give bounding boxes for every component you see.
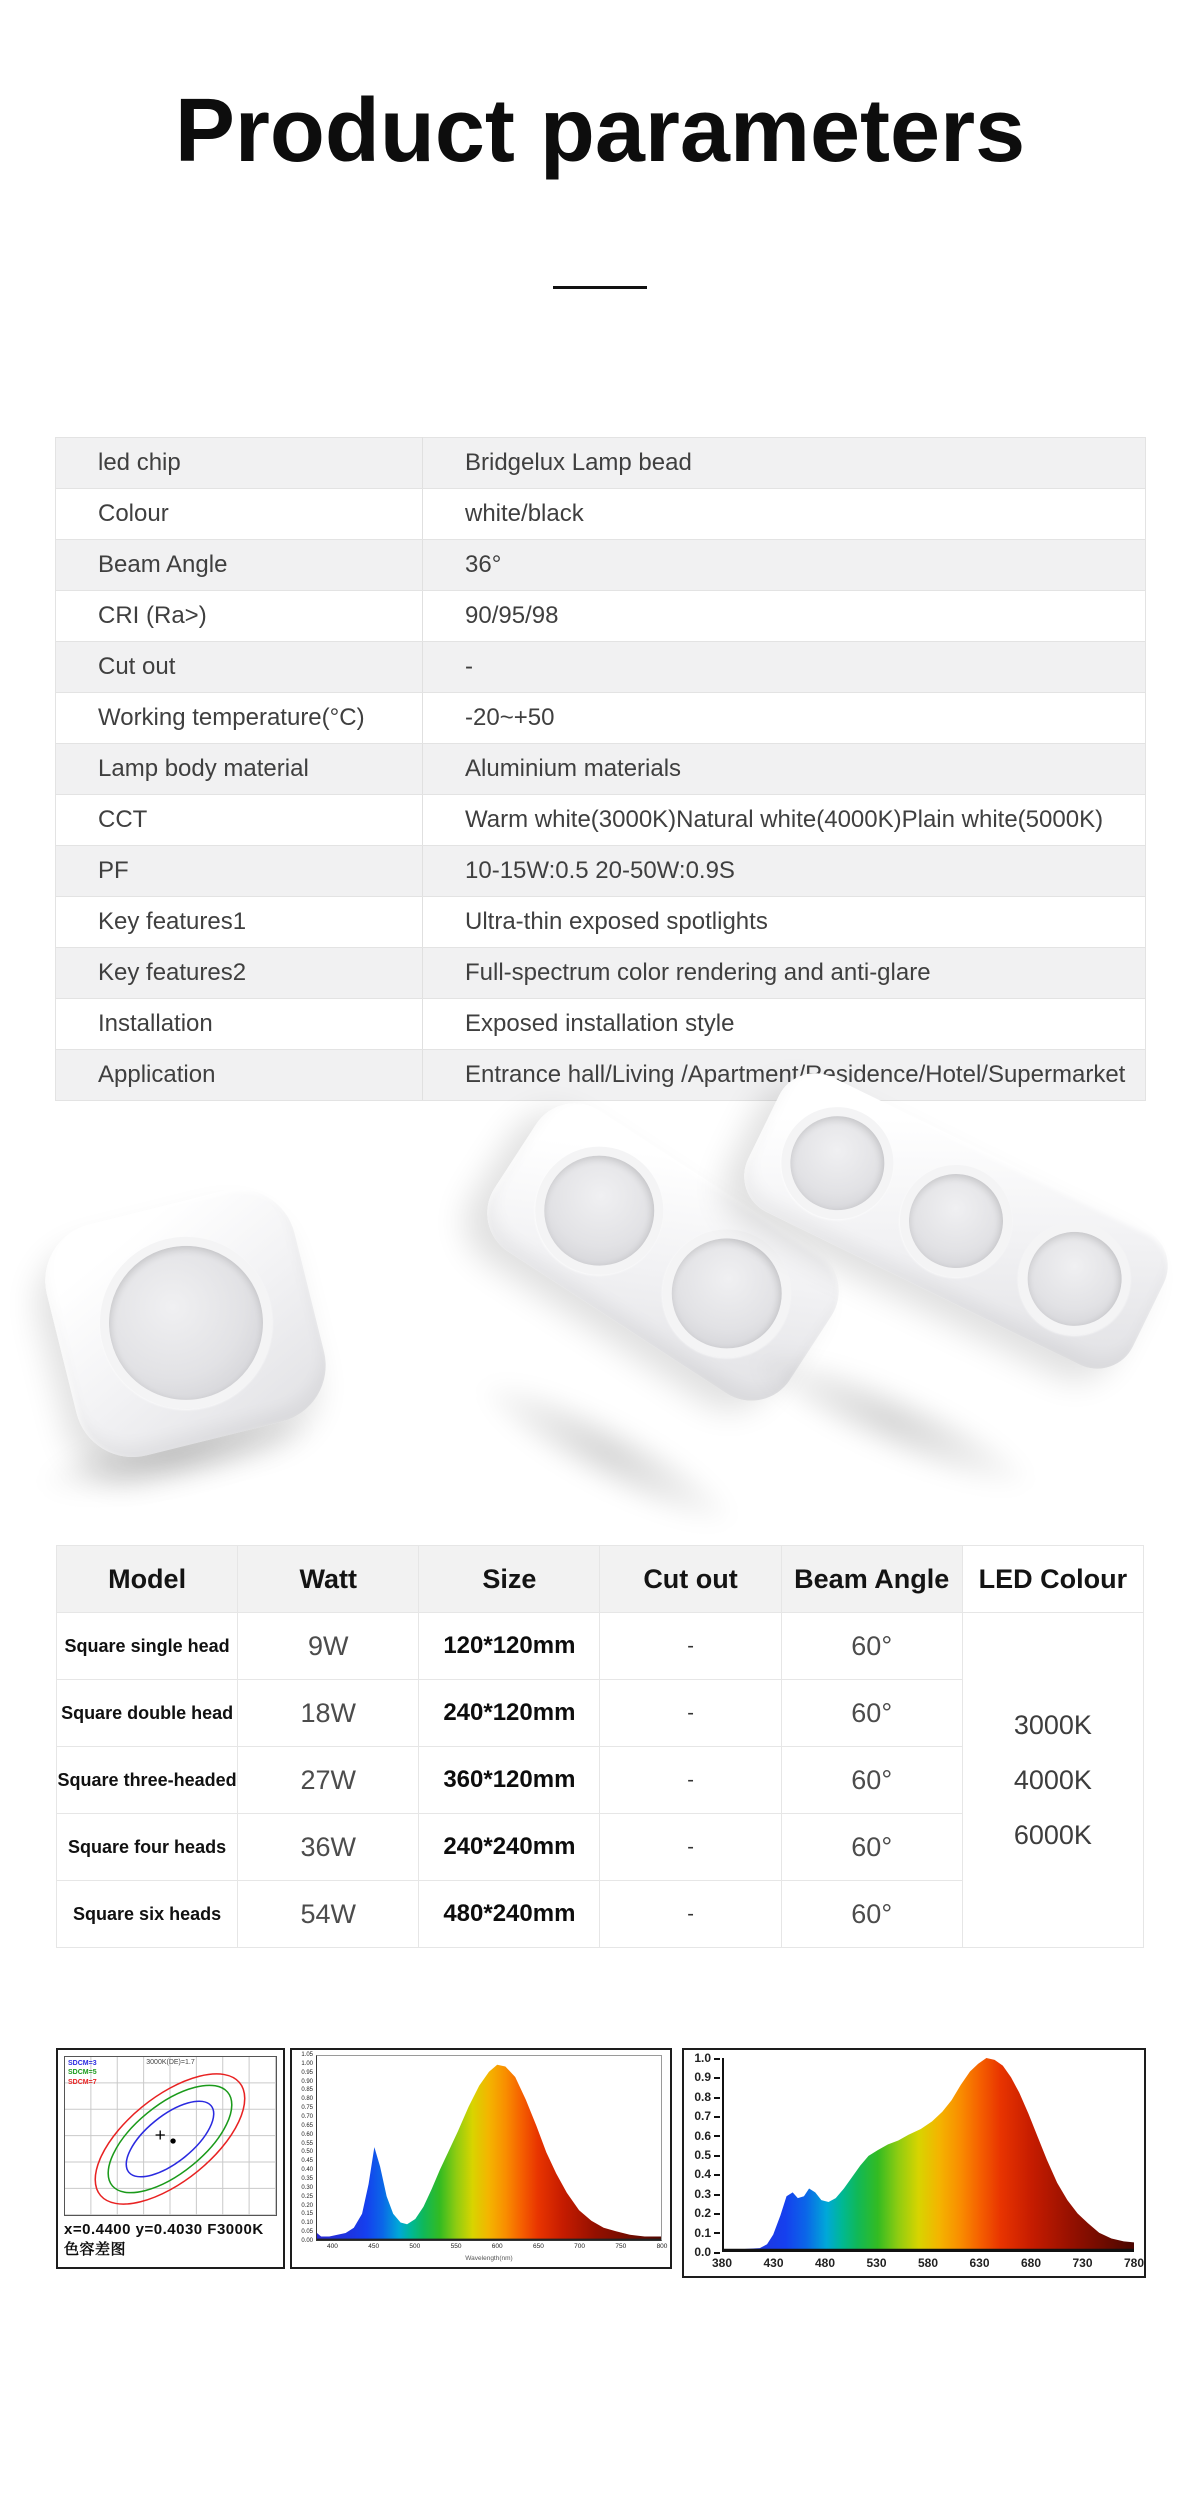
spec-label: Colour (56, 489, 423, 540)
photometric-charts (56, 2048, 1200, 2278)
spec-value: 10-15W:0.5 20-50W:0.9S (423, 846, 1146, 897)
chromaticity-plot-area (64, 2056, 277, 2216)
watt-value: 18W (238, 1680, 419, 1747)
spec-value: Warm white(3000K)Natural white(4000K)Plain white(5000K) (423, 795, 1146, 846)
table-row (56, 642, 1146, 693)
spec-value: Bridgelux Lamp bead (423, 438, 1146, 489)
spec-value: 90/95/98 (423, 591, 1146, 642)
beam-angle-value: 60° (781, 1881, 962, 1948)
cutout-value: - (600, 1747, 781, 1814)
spec-label: Application (56, 1050, 423, 1101)
column-header-beam-angle: Beam Angle (781, 1546, 962, 1613)
size-value: 360*120mm (419, 1747, 600, 1814)
table-row (56, 948, 1146, 999)
spd3000k-y-axis: 1.05 1.00 0.95 0.90 0.85 0.80 0.75 0.70 0.65 0.60 0.55 0.50 0.45 0.40 0.35 0.30 0.25 0.20 0.15 0.10 0.05 0.00 (301, 2052, 313, 2244)
beam-angle-value: 60° (781, 1613, 962, 1680)
double-head-lens-1 (511, 1122, 688, 1299)
table-row (56, 489, 1146, 540)
legend-entry-sdcm-middle: SDCM=5 (68, 2069, 97, 2077)
spec-label: Cut out (56, 642, 423, 693)
table-row (56, 591, 1146, 642)
triple-head-lens-2 (881, 1146, 1031, 1296)
column-header-led-colour: LED Colour (962, 1546, 1143, 1613)
spec-value: Aluminium materials (423, 744, 1146, 795)
column-header-size: Size (419, 1546, 600, 1613)
models-header-row (57, 1546, 1144, 1613)
spec-label: Lamp body material (56, 744, 423, 795)
spec-label: PF (56, 846, 423, 897)
table-row (56, 744, 1146, 795)
spec-value: Exposed installation style (423, 999, 1146, 1050)
led-colour-option: 3000K (1013, 1709, 1092, 1740)
table-row (56, 795, 1146, 846)
spd-chart-3000k (290, 2048, 672, 2269)
table-row (56, 897, 1146, 948)
product-image-triple-head (742, 1146, 1170, 1296)
beam-angle-value: 60° (781, 1680, 962, 1747)
full-spectrum-plot-area (722, 2058, 1134, 2252)
measured-point-marker (170, 2138, 175, 2143)
title-divider (553, 286, 647, 289)
cutout-value: - (600, 1680, 781, 1747)
model-name: Square four heads (57, 1814, 238, 1881)
legend-entry-sdcm-outer: SDCM=7 (68, 2078, 97, 2086)
triple-head-lens-3 (1000, 1204, 1150, 1354)
beam-angle-value: 60° (781, 1747, 962, 1814)
spec-value: Full-spectrum color rendering and anti-glare (423, 948, 1146, 999)
beam-angle-value: 60° (781, 1814, 962, 1881)
spec-table (55, 437, 1146, 1101)
size-value: 240*240mm (419, 1814, 600, 1881)
full-spectrum-y-axis: 1.0 0.9 0.8 0.7 0.6 0.5 0.4 0.3 0.2 0.1 0.0 (686, 2058, 722, 2252)
model-name: Square single head (57, 1613, 238, 1680)
product-renders (0, 1186, 1200, 1486)
table-row (56, 999, 1146, 1050)
spec-value: - (423, 642, 1146, 693)
target-point-marker (156, 2131, 165, 2140)
chromaticity-caption: x=0.4400 y=0.4030 F3000K 色容差图 (64, 2220, 264, 2258)
watt-value: 27W (238, 1747, 419, 1814)
spec-label: Key features2 (56, 948, 423, 999)
watt-value: 36W (238, 1814, 419, 1881)
led-colour-option: 6000K (1013, 1819, 1092, 1850)
spd3000k-plot-area (316, 2055, 662, 2241)
cutout-value: - (600, 1613, 781, 1680)
single-head-lens (81, 1219, 290, 1428)
led-colour-merged-cell (962, 1613, 1143, 1948)
spec-value: Ultra-thin exposed spotlights (423, 897, 1146, 948)
spd3000k-x-axis-label: Wavelength(nm) (465, 2255, 513, 2262)
full-spectrum-x-axis: 380 430 480 530 580 630 680 730 780 (711, 2256, 1145, 2270)
spec-label: CRI (Ra>) (56, 591, 423, 642)
model-name: Square three-headed (57, 1747, 238, 1814)
product-image-single-head (58, 1204, 313, 1442)
spec-label: led chip (56, 438, 423, 489)
size-value: 240*120mm (419, 1680, 600, 1747)
column-header-model: Model (57, 1546, 238, 1613)
spec-label: Installation (56, 999, 423, 1050)
model-name: Square double head (57, 1680, 238, 1747)
column-header-cutout: Cut out (600, 1546, 781, 1613)
chromaticity-title: 3000K(DE)=1.7 (146, 2059, 195, 2066)
full-spectrum-area-graphic (724, 2058, 1134, 2250)
spec-label: Key features1 (56, 897, 423, 948)
watt-value: 54W (238, 1881, 419, 1948)
spd3000k-x-axis: 400 450 500 550 600 650 700 750 800 (327, 2243, 668, 2250)
legend-entry-sdcm-inner: SDCM=3 (68, 2060, 97, 2067)
cutout-value: - (600, 1881, 781, 1948)
models-table (56, 1545, 1144, 1948)
watt-value: 9W (238, 1613, 419, 1680)
spec-value: -20~+50 (423, 693, 1146, 744)
spec-value: 36° (423, 540, 1146, 591)
page-header (0, 0, 1200, 181)
column-header-watt: Watt (238, 1546, 419, 1613)
led-colour-option: 4000K (1013, 1764, 1092, 1795)
size-value: 480*240mm (419, 1881, 600, 1948)
spec-label: CCT (56, 795, 423, 846)
table-row (56, 846, 1146, 897)
triple-head-shadow (732, 1324, 1053, 1518)
size-value: 120*120mm (419, 1613, 600, 1680)
table-row (56, 540, 1146, 591)
page-title: Product parameters (174, 81, 1026, 181)
spec-value: Entrance hall/Living /Apartment/Residence/Hotel/Supermarket (423, 1050, 1146, 1101)
cutout-value: - (600, 1814, 781, 1881)
spd-chart-full-spectrum (682, 2048, 1146, 2278)
table-row (56, 438, 1146, 489)
table-row (56, 693, 1146, 744)
model-name: Square six heads (57, 1881, 238, 1948)
spec-label: Working temperature(°C) (56, 693, 423, 744)
table-row (56, 1050, 1146, 1101)
tolerance-ellipses-graphic (65, 2057, 276, 2215)
spec-label: Beam Angle (56, 540, 423, 591)
table-row (57, 1613, 1144, 1680)
spec-value: white/black (423, 489, 1146, 540)
triple-head-lens-1 (762, 1088, 912, 1238)
chromaticity-tolerance-chart (56, 2048, 285, 2269)
led-colour-options (963, 1710, 1143, 1851)
spd3000k-area-graphic (317, 2056, 661, 2240)
